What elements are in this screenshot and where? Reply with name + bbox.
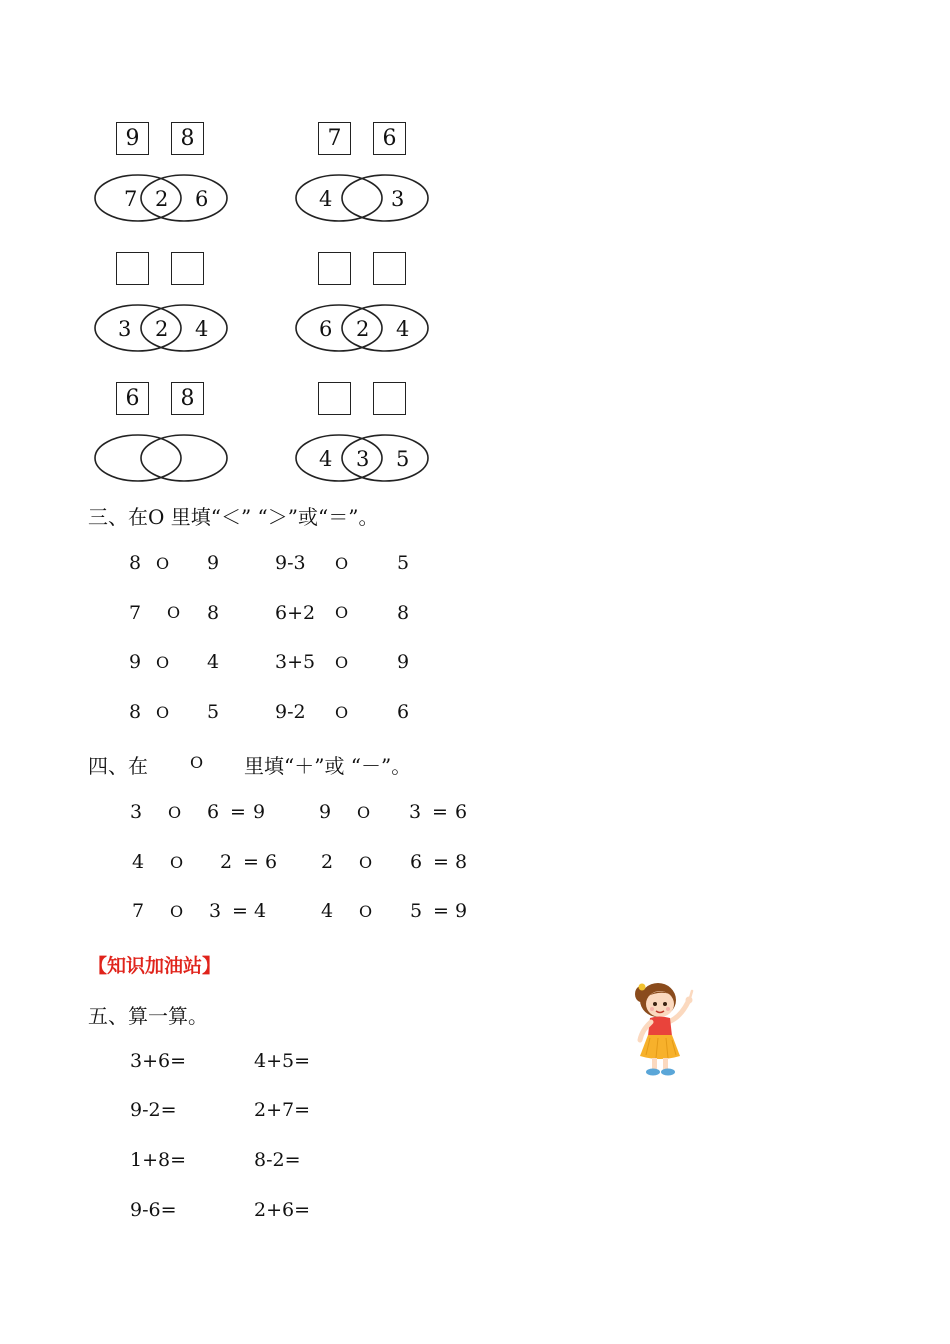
- result: 9: [253, 801, 266, 823]
- section-4-title-prefix: 四、在: [88, 754, 148, 778]
- compare-number: 9: [129, 651, 142, 673]
- answer-box: 6: [116, 382, 149, 415]
- operand: 6: [410, 851, 423, 873]
- equals-sign: =: [232, 900, 248, 922]
- operand: 7: [132, 900, 145, 922]
- venn-right-number: 6: [195, 187, 209, 211]
- arithmetic-problem: 9-2=: [130, 1099, 177, 1121]
- arithmetic-problem: 2+7=: [254, 1099, 311, 1121]
- section-5-title: 五、算一算。: [88, 1004, 208, 1028]
- venn-right-number: 4: [195, 317, 209, 341]
- equals-sign: =: [433, 851, 449, 873]
- compare-number: 6: [397, 701, 410, 723]
- answer-box: [116, 252, 149, 285]
- venn-diagram: [295, 172, 431, 224]
- compare-circle[interactable]: O: [156, 703, 170, 722]
- operand: 4: [132, 851, 145, 873]
- arithmetic-problem: 2+6=: [254, 1199, 311, 1221]
- operand: 9: [319, 801, 332, 823]
- answer-box: 7: [318, 122, 351, 155]
- operator-circle[interactable]: O: [170, 902, 184, 921]
- answer-box: [171, 252, 204, 285]
- result: 4: [254, 900, 267, 922]
- compare-number: 8: [397, 602, 410, 624]
- compare-number: 8: [129, 701, 142, 723]
- answer-box: 8: [171, 122, 204, 155]
- compare-circle[interactable]: O: [335, 554, 349, 573]
- result: 6: [455, 801, 468, 823]
- compare-number: 4: [207, 651, 220, 673]
- compare-expression: 9-2: [275, 701, 306, 723]
- venn-center-number: 3: [356, 447, 370, 471]
- operand: 3: [409, 801, 422, 823]
- arithmetic-problem: 8-2=: [254, 1149, 301, 1171]
- venn-left-number: 6: [319, 317, 333, 341]
- answer-box: 8: [171, 382, 204, 415]
- operand: 3: [130, 801, 143, 823]
- section-3-title: 三、在O 里填“＜” “＞”或“＝”。: [88, 505, 379, 529]
- answer-box: 9: [116, 122, 149, 155]
- operator-circle[interactable]: O: [359, 902, 373, 921]
- answer-box: [318, 252, 351, 285]
- answer-box: 6: [373, 122, 406, 155]
- venn-diagram: [94, 432, 230, 484]
- result: 8: [455, 851, 468, 873]
- venn-left-number: 3: [118, 317, 132, 341]
- compare-circle[interactable]: O: [335, 603, 349, 622]
- equals-sign: =: [230, 801, 246, 823]
- operator-circle[interactable]: O: [359, 853, 373, 872]
- equals-sign: =: [433, 900, 449, 922]
- venn-right-number: 3: [391, 187, 405, 211]
- result: 9: [455, 900, 468, 922]
- compare-number: 8: [129, 552, 142, 574]
- compare-expression: 6+2: [275, 602, 316, 624]
- operator-circle[interactable]: O: [357, 803, 371, 822]
- answer-box: [373, 382, 406, 415]
- operand: 2: [220, 851, 233, 873]
- equals-sign: =: [432, 801, 448, 823]
- venn-left-number: 4: [319, 447, 333, 471]
- compare-number: 5: [207, 701, 220, 723]
- compare-number: 8: [207, 602, 220, 624]
- operator-circle[interactable]: O: [170, 853, 184, 872]
- venn-right-number: 5: [396, 447, 410, 471]
- equals-sign: =: [243, 851, 259, 873]
- venn-center-number: 2: [155, 187, 169, 211]
- compare-number: 7: [129, 602, 142, 624]
- arithmetic-problem: 1+8=: [130, 1149, 187, 1171]
- operator-circle[interactable]: O: [168, 803, 182, 822]
- venn-diagram: [295, 302, 431, 354]
- venn-center-number: 2: [155, 317, 169, 341]
- compare-circle[interactable]: O: [335, 703, 349, 722]
- compare-expression: 9-3: [275, 552, 306, 574]
- compare-number: 9: [397, 651, 410, 673]
- section-4-title-circle: O: [190, 753, 204, 772]
- answer-box: [318, 382, 351, 415]
- arithmetic-problem: 4+5=: [254, 1050, 311, 1072]
- compare-circle[interactable]: O: [156, 653, 170, 672]
- venn-diagram: [94, 302, 230, 354]
- answer-box: [373, 252, 406, 285]
- compare-number: 9: [207, 552, 220, 574]
- venn-diagram: [94, 172, 230, 224]
- result: 6: [265, 851, 278, 873]
- operand: 5: [410, 900, 423, 922]
- cartoon-girl-pointing-icon: [628, 980, 708, 1078]
- venn-center-number: 2: [356, 317, 370, 341]
- section-4-title-suffix: 里填“＋”或 “－”。: [244, 754, 412, 778]
- knowledge-station-heading: 【知识加油站】: [88, 955, 222, 977]
- operand: 4: [321, 900, 334, 922]
- venn-right-number: 4: [396, 317, 410, 341]
- compare-expression: 3+5: [275, 651, 316, 673]
- compare-circle[interactable]: O: [156, 554, 170, 573]
- compare-circle[interactable]: O: [335, 653, 349, 672]
- compare-circle[interactable]: O: [167, 603, 181, 622]
- operand: 6: [207, 801, 220, 823]
- operand: 2: [321, 851, 334, 873]
- compare-number: 5: [397, 552, 410, 574]
- arithmetic-problem: 9-6=: [130, 1199, 177, 1221]
- venn-diagram: [295, 432, 431, 484]
- venn-left-number: 7: [124, 187, 138, 211]
- arithmetic-problem: 3+6=: [130, 1050, 187, 1072]
- venn-left-number: 4: [319, 187, 333, 211]
- operand: 3: [209, 900, 222, 922]
